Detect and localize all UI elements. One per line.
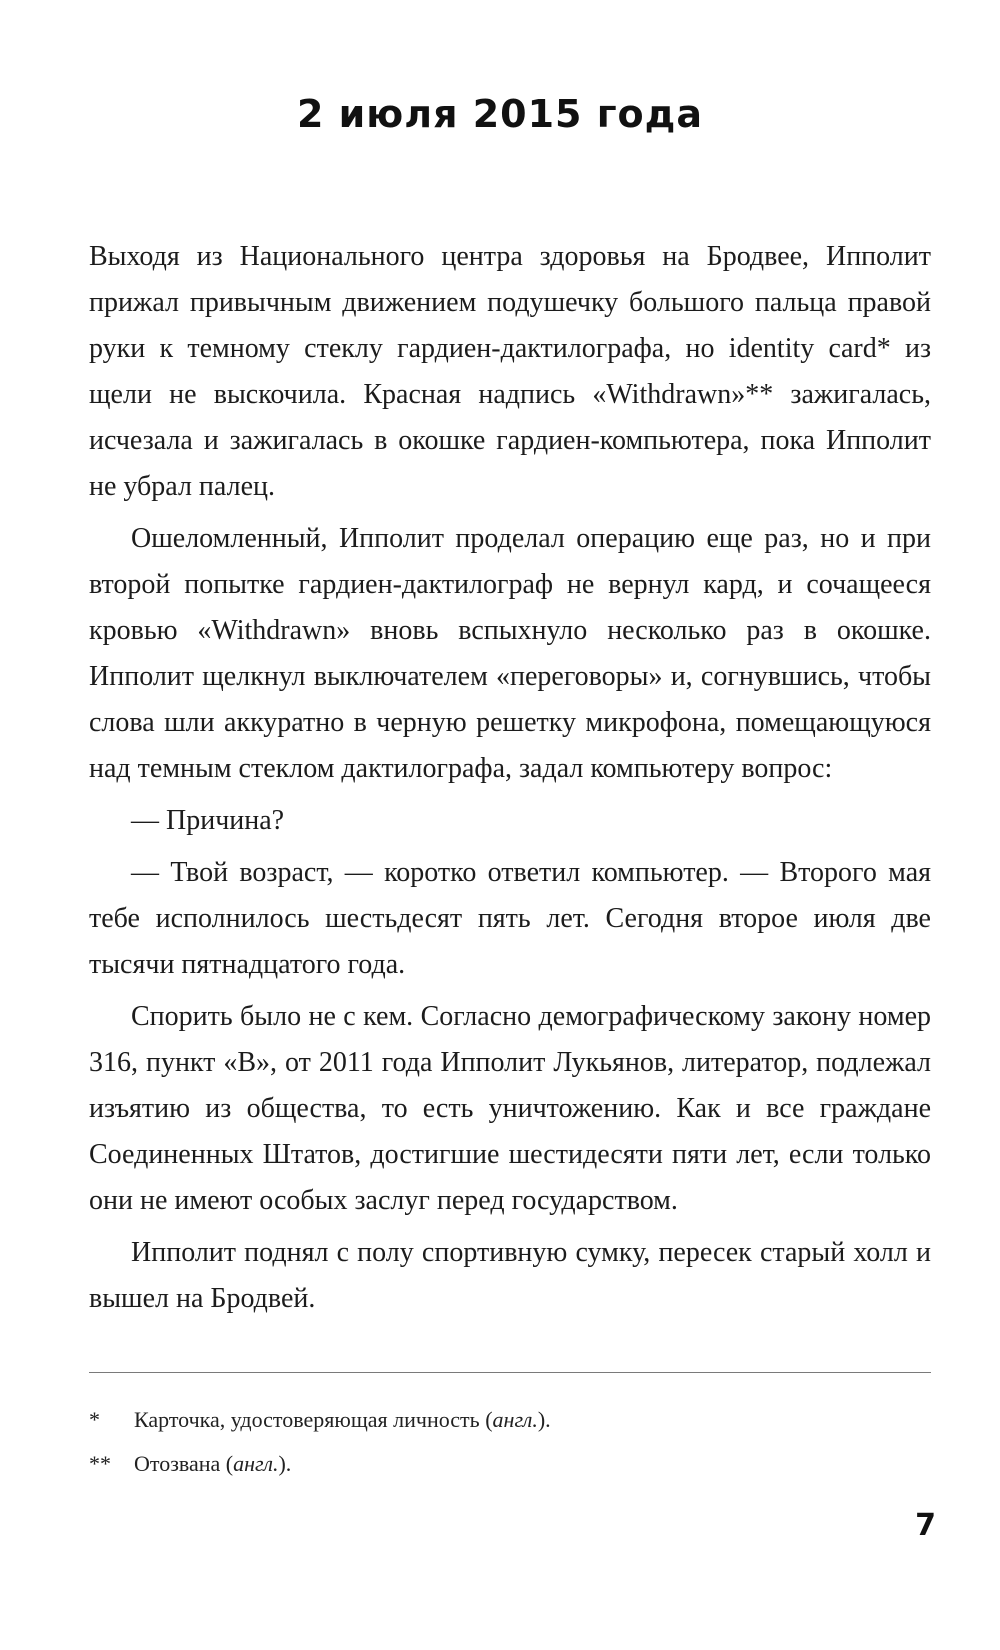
footnote-mark: *	[89, 1407, 100, 1432]
footnote-divider	[89, 1372, 931, 1373]
footnote-end: ).	[278, 1451, 292, 1476]
paragraph: Спорить было не с кем. Согласно демографическому закону номер 316, пункт «В», от 2011 года Ипполит Лукьянов, литератор, подлежал изъятию из общества, то есть уничтожению. Как и все граждане Соединенных Штатов, достигшие шестидесяти пяти лет, если только они не имеют особых заслуг перед государством.	[89, 1001, 931, 1216]
footnote-lang: англ.	[492, 1407, 538, 1432]
paragraph: Ошеломленный, Ипполит проделал операцию еще раз, но и при второй попытке гардиен-дактилограф не вернул кард, и сочащееся кровью «Withdrawn» вновь вспыхнуло несколько раз в окошке. Ипполит щелкнул выключателем «переговоры» и, согнувшись, чтобы слова шли аккуратно в черную решетку микрофона, помещающуюся над темным стеклом дактилографа, задал компьютеру вопрос:	[89, 523, 931, 784]
footnote-end: ).	[537, 1407, 551, 1432]
body-text	[89, 234, 931, 1328]
chapter-title: 2 июля 2015 года	[297, 92, 703, 136]
footnote-text	[134, 1442, 291, 1486]
footnote	[89, 1442, 931, 1486]
dialogue-line: — Твой возраст, — коротко ответил компьютер. — Второго мая тебе исполнилось шестьдесят пять лет. Сегодня второе июля две тысячи пятнадцатого года.	[89, 857, 931, 980]
dialogue-line: — Причина?	[131, 805, 285, 836]
paragraph: Выходя из Национального центра здоровья на Бродвее, Ипполит прижал привычным движением подушечку большого пальца правой руки к темному стеклу гардиен-дактилографа, но identity card* из щели не выскочила. Красная надпись «Withdrawn»** зажигалась, исчезала и зажигалась в окошке гардиен-компьютера, пока Ипполит не убрал палец.	[89, 241, 931, 502]
page-number: 7	[915, 1508, 936, 1543]
footnote-mark: **	[89, 1451, 111, 1476]
footnote-body: Отозвана (	[134, 1451, 234, 1476]
footnote-lang: англ.	[233, 1451, 279, 1476]
footnote-text	[134, 1398, 551, 1442]
footnote	[89, 1398, 931, 1442]
footnote-body: Карточка, удостоверяющая личность (	[134, 1407, 493, 1432]
paragraph: Ипполит поднял с полу спортивную сумку, пересек старый холл и вышел на Бродвей.	[89, 1237, 931, 1314]
footnotes	[89, 1398, 931, 1486]
